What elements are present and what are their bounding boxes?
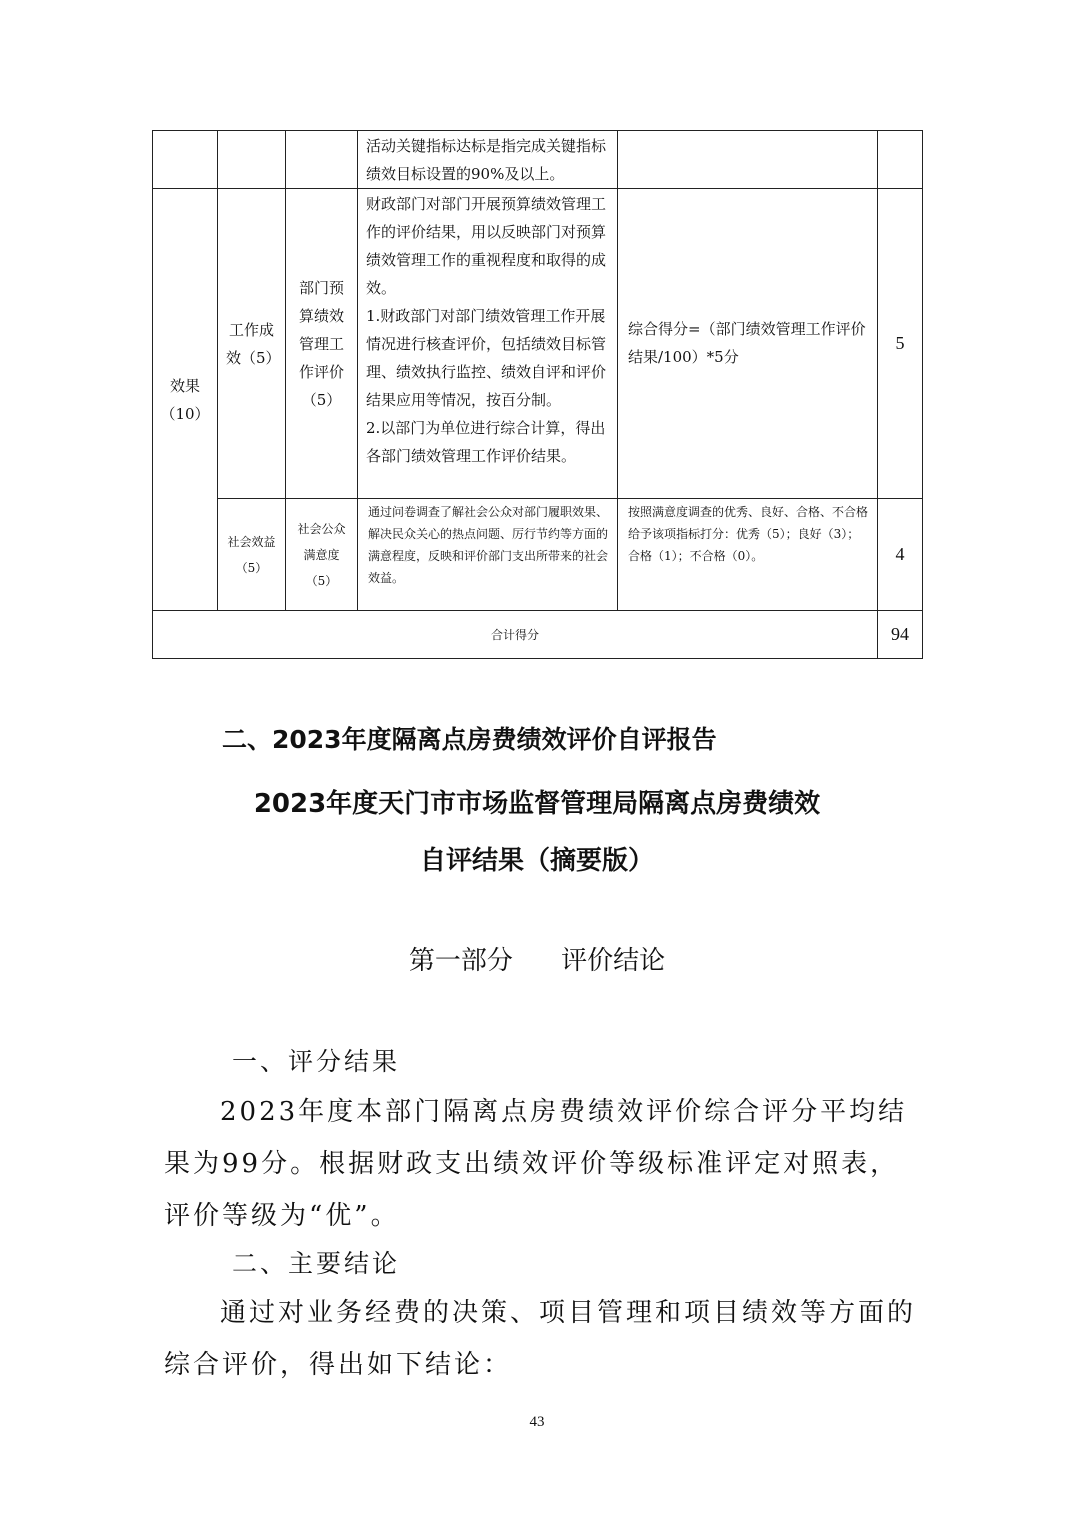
evaluation-table bbox=[152, 130, 923, 659]
criteria-cell: 活动关键指标达标是指完成关键指标绩效目标设置的90%及以上。 bbox=[358, 131, 618, 189]
indicator-cell: 部门预算绩效管理工作评价（5） bbox=[286, 189, 358, 499]
indicator-cell: 社会公众满意度（5） bbox=[286, 499, 358, 611]
report-title-line-1: 2023年度天门市市场监督管理局隔离点房费绩效 bbox=[253, 789, 821, 819]
paragraph-main-conclusion: 通过对业务经费的决策、项目管理和项目绩效等方面的综合评价，得出如下结论： bbox=[164, 1298, 917, 1380]
page-number: 43 bbox=[529, 1414, 545, 1430]
category-cell: 效果（10） bbox=[153, 189, 218, 611]
criteria-paragraph: 2.以部门为单位进行综合计算，得出各部门绩效管理工作评价结果。 bbox=[366, 419, 606, 465]
total-score-cell: 94 bbox=[878, 611, 923, 659]
subcategory-cell: 工作成效（5） bbox=[218, 189, 286, 499]
method-cell: 按照满意度调查的优秀、良好、合格、不合格给予该项指标打分：优秀（5）；良好（3）；合格（1）；不合格（0）。 bbox=[618, 499, 878, 611]
method-cell: 综合得分=（部门绩效管理工作评价结果/100）*5分 bbox=[618, 189, 878, 499]
subheading-main-conclusion: 二、主要结论 bbox=[232, 1249, 401, 1278]
criteria-paragraph: 1.财政部门对部门绩效管理工作开展情况进行核查评价，包括绩效目标管理、绩效执行监控、绩效自评和评价结果应用等情况，按百分制。 bbox=[366, 307, 607, 409]
table-cell-empty bbox=[218, 131, 286, 189]
criteria-paragraph: 财政部门对部门开展预算绩效管理工作的评价结果，用以反映部门对预算绩效管理工作的重视程度和取得的成效。 bbox=[366, 195, 607, 297]
total-label-cell: 合计得分 bbox=[153, 611, 878, 659]
report-title-line-2: 自评结果（摘要版） bbox=[419, 846, 654, 876]
table-cell-empty bbox=[286, 131, 358, 189]
paragraph-score-result: 2023年度本部门隔离点房费绩效评价综合评分平均结果为99分。根据财政支出绩效评价等级标准评定对照表，评价等级为“优”。 bbox=[164, 1097, 908, 1231]
subcategory-cell: 社会效益（5） bbox=[218, 499, 286, 611]
criteria-cell bbox=[358, 189, 618, 499]
part-heading: 第一部分 评价结论 bbox=[408, 946, 666, 976]
score-cell: 4 bbox=[878, 499, 923, 611]
score-cell: 5 bbox=[878, 189, 923, 499]
method-cell bbox=[618, 131, 878, 189]
subheading-score-result: 一、评分结果 bbox=[232, 1047, 401, 1076]
table-cell-empty bbox=[153, 131, 218, 189]
section-heading: 二、2023年度隔离点房费绩效评价自评报告 bbox=[222, 725, 717, 754]
score-cell bbox=[878, 131, 923, 189]
criteria-cell: 通过问卷调查了解社会公众对部门履职效果、解决民众关心的热点问题、厉行节约等方面的满意程度，反映和评价部门支出所带来的社会效益。 bbox=[358, 499, 618, 611]
